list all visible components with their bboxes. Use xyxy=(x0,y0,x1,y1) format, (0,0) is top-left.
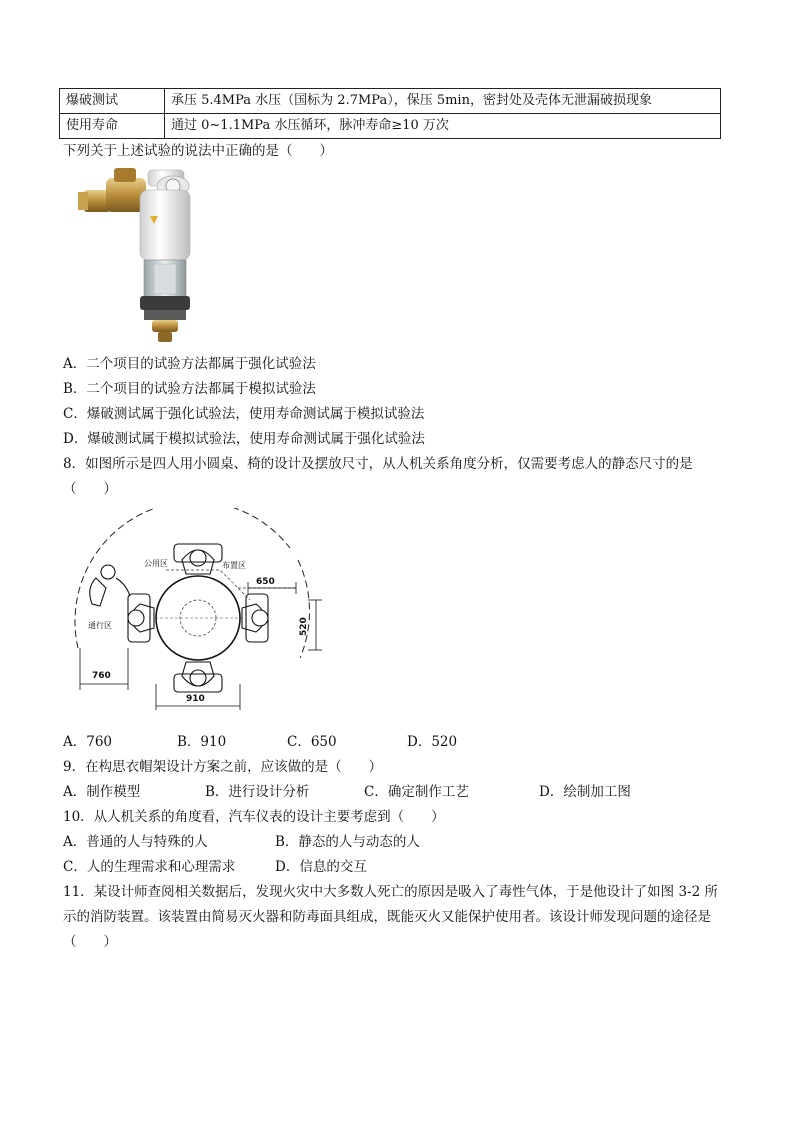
label-pass-zone: 通行区 xyxy=(88,621,112,630)
q10-option-d: D．信息的交互 xyxy=(275,859,367,875)
q11-stem-end: （ ） xyxy=(63,934,117,950)
table-row xyxy=(60,89,721,114)
q8-option-a: A．760 xyxy=(63,734,113,750)
label-layout-zone: 布置区 xyxy=(222,561,246,570)
q9-option-c: C．确定制作工艺 xyxy=(364,784,469,800)
dim-520-label: 520 xyxy=(299,617,309,636)
q11-stem: 11．某设计师查阅相关数据后，发现火灾中大多数人死亡的原因是吸入了毒性气体，于是他设计了如图 3-2 所 xyxy=(63,884,718,900)
q10-option-c: C．人的生理需求和心理需求 xyxy=(63,859,236,875)
q10-option-b: B．静态的人与动态的人 xyxy=(275,834,420,850)
table-row xyxy=(60,114,721,139)
q8-option-d: D．520 xyxy=(407,734,458,750)
q9-option-a: A．制作模型 xyxy=(63,784,141,800)
dim-650-label: 650 xyxy=(256,577,275,587)
q9-option-b: B．进行设计分析 xyxy=(205,784,310,800)
q9-stem: 9．在构思衣帽架设计方案之前，应该做的是（ ） xyxy=(63,759,383,775)
round-table-diagram xyxy=(70,508,326,714)
table-cell-name: 使用寿命 xyxy=(60,114,165,139)
q7-option-d: D．爆破测试属于模拟试验法，使用寿命测试属于强化试验法 xyxy=(63,431,425,447)
q10-stem: 10．从人机关系的角度看，汽车仪表的设计主要考虑到（ ） xyxy=(63,809,445,825)
water-filter-photo xyxy=(78,164,200,346)
q7-option-a: A．二个项目的试验方法都属于强化试验法 xyxy=(63,356,316,372)
q7-stem: 下列关于上述试验的说法中正确的是（ ） xyxy=(63,143,333,159)
dim-760-label: 760 xyxy=(92,671,111,681)
q8-option-b: B．910 xyxy=(177,734,227,750)
table-cell-desc: 承压 5.4MPa 水压（国标为 2.7MPa），保压 5min，密封处及壳体无泄漏破损现象 xyxy=(165,89,721,114)
q7-option-c: C．爆破测试属于强化试验法，使用寿命测试属于模拟试验法 xyxy=(63,406,425,422)
q7-option-b: B．二个项目的试验方法都属于模拟试验法 xyxy=(63,381,316,397)
q8-option-c: C．650 xyxy=(287,734,337,750)
q11-stem-cont: 示的消防装置。该装置由简易灭火器和防毒面具组成，既能灭火又能保护使用者。该设计师发现问题的途径是 xyxy=(63,909,711,925)
table-cell-desc: 通过 0~1.1MPa 水压循环，脉冲寿命≥10 万次 xyxy=(165,114,721,139)
q8-stem-cont: （ ） xyxy=(63,481,117,497)
q9-option-d: D．绘制加工图 xyxy=(539,784,631,800)
table-cell-name: 爆破测试 xyxy=(60,89,165,114)
test-spec-table xyxy=(59,88,721,139)
q10-option-a: A．普通的人与特殊的人 xyxy=(63,834,208,850)
label-public-zone: 公用区 xyxy=(144,559,168,568)
dim-910-label: 910 xyxy=(186,694,205,704)
q8-stem: 8．如图所示是四人用小圆桌、椅的设计及摆放尺寸，从人机关系角度分析，仅需要考虑人的静态尺寸的是 xyxy=(63,456,693,472)
